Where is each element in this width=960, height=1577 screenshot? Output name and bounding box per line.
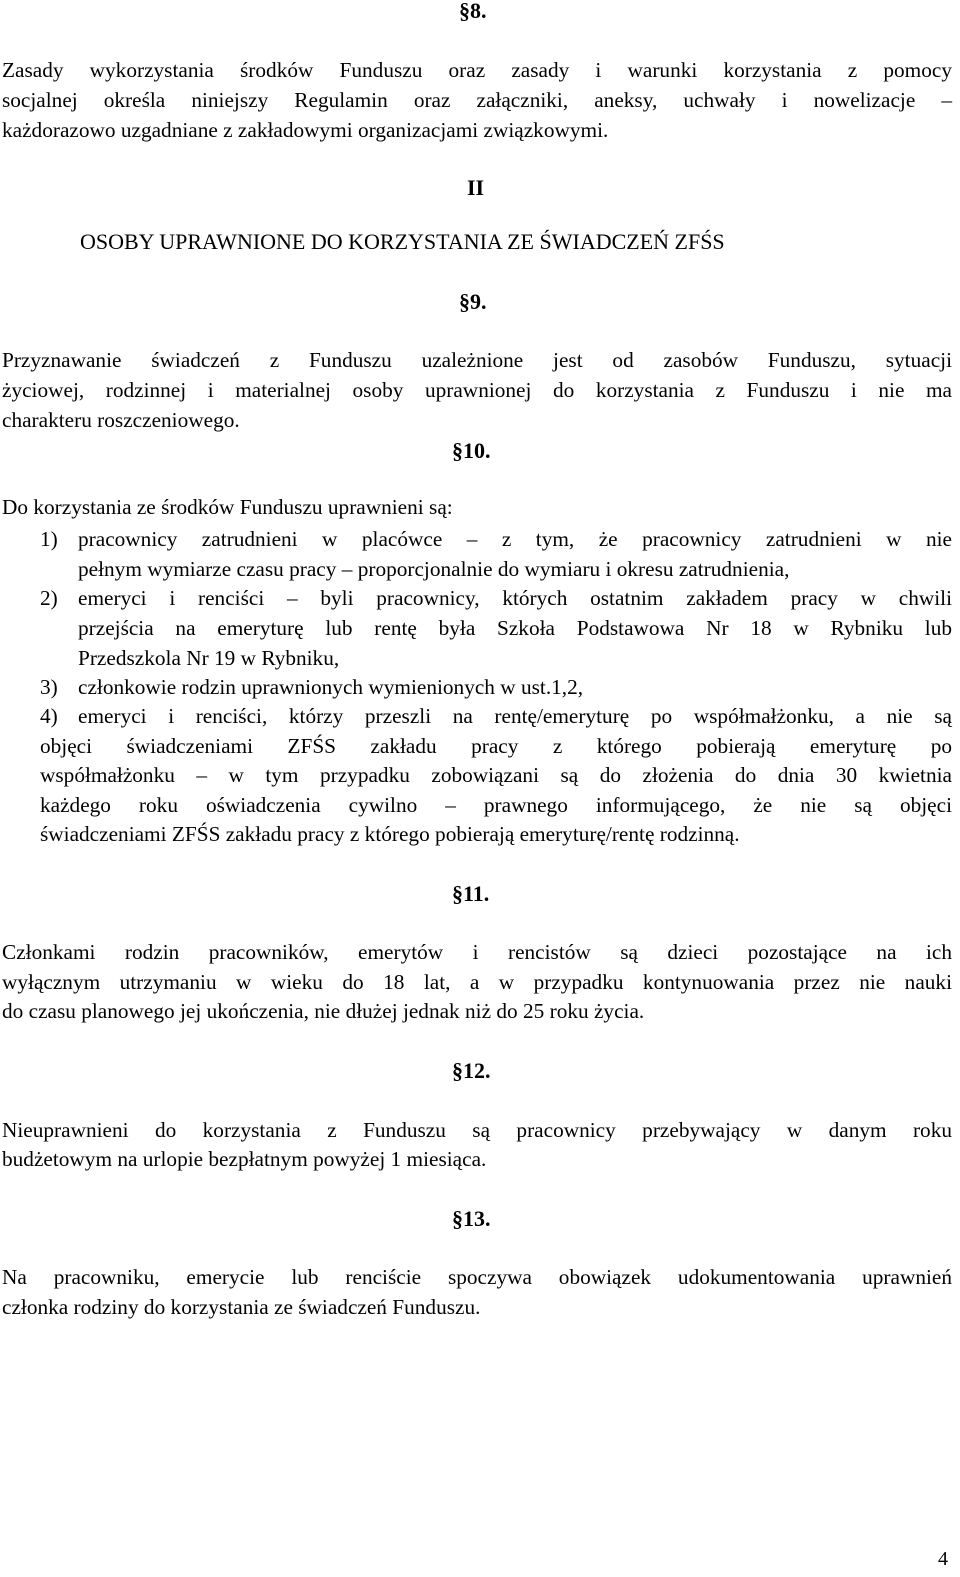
list-item-line: Przedszkola Nr 19 w Rybniku, [78, 646, 340, 670]
list-item-line: objęci świadczeniami ZFŚS zakładu pracy z którego pobierają emeryturę po [40, 734, 952, 758]
section-10-intro: Do korzystania ze środków Funduszu uprawnieni są: [2, 495, 453, 519]
section-11-heading: §11. [452, 881, 490, 906]
list-item-number: 4) [40, 704, 58, 728]
section-11-line-3: do czasu planowego jej ukończenia, nie dłużej jednak niż do 25 roku życia. [2, 999, 645, 1023]
section-8-heading: §8. [459, 0, 487, 23]
list-item-number: 3) [40, 675, 58, 699]
section-12-heading: §12. [452, 1058, 491, 1083]
list-item-line: emeryci i renciści, którzy przeszli na rentę/emeryturę po współmałżonku, a nie są [78, 704, 952, 728]
section-9-heading: §9. [459, 289, 487, 314]
section-11-line-2: wyłącznym utrzymaniu w wieku do 18 lat, a w przypadku kontynuowania przez nie nauki [2, 970, 952, 994]
section-9-line-1: Przyznawanie świadczeń z Funduszu uzależnione jest od zasobów Funduszu, sytuacji [2, 348, 952, 372]
page-number: 4 [938, 1548, 948, 1570]
chapter-number: II [467, 175, 485, 200]
list-item-line: pracownicy zatrudnieni w placówce – z tym, że pracownicy zatrudnieni w nie [78, 527, 952, 551]
section-13-line-2: członka rodziny do korzystania ze świadczeń Funduszu. [2, 1295, 481, 1319]
section-12-line-2: budżetowym na urlopie bezpłatnym powyżej 1 miesiąca. [2, 1147, 487, 1171]
list-item-number: 1) [40, 527, 58, 551]
section-12-line-1: Nieuprawnieni do korzystania z Funduszu są pracownicy przebywający w danym roku [2, 1118, 952, 1142]
section-8-line-2: socjalnej określa niniejszy Regulamin oraz załączniki, aneksy, uchwały i nowelizacje – [2, 88, 952, 112]
section-9-line-3: charakteru roszczeniowego. [2, 408, 240, 432]
list-item-line: pełnym wymiarze czasu pracy – proporcjonalnie do wymiaru i okresu zatrudnienia, [78, 557, 790, 581]
section-13-heading: §13. [452, 1206, 491, 1231]
list-item-line: przejścia na emeryturę lub rentę była Szkoła Podstawowa Nr 18 w Rybniku lub [78, 616, 952, 640]
section-8-line-3: każdorazowo uzgadniane z zakładowymi organizacjami związkowymi. [2, 118, 609, 142]
section-10-heading: §10. [452, 438, 491, 463]
list-item-line: każdego roku oświadczenia cywilno – prawnego informującego, że nie są objęci [40, 793, 952, 817]
list-item-line: świadczeniami ZFŚS zakładu pracy z którego pobierają emeryturę/rentę rodzinną. [40, 822, 740, 846]
list-item-line: emeryci i renciści – byli pracownicy, których ostatnim zakładem pracy w chwili [78, 586, 952, 610]
list-item-line: członkowie rodzin uprawnionych wymienionych w ust.1,2, [78, 675, 584, 699]
section-9-line-2: życiowej, rodzinnej i materialnej osoby uprawnionej do korzystania z Funduszu i nie ma [2, 378, 952, 402]
list-item-number: 2) [40, 586, 58, 610]
section-11-line-1: Członkami rodzin pracowników, emerytów i rencistów są dzieci pozostające na ich [2, 940, 952, 964]
section-8-line-1: Zasady wykorzystania środków Funduszu oraz zasady i warunki korzystania z pomocy [2, 58, 952, 82]
chapter-title: OSOBY UPRAWNIONE DO KORZYSTANIA ZE ŚWIADCZEŃ ZFŚS [80, 229, 725, 254]
section-13-line-1: Na pracowniku, emerycie lub renciście spoczywa obowiązek udokumentowania uprawnień [2, 1265, 952, 1289]
list-item-line: współmałżonku – w tym przypadku zobowiązani są do złożenia do dnia 30 kwietnia [40, 763, 952, 787]
